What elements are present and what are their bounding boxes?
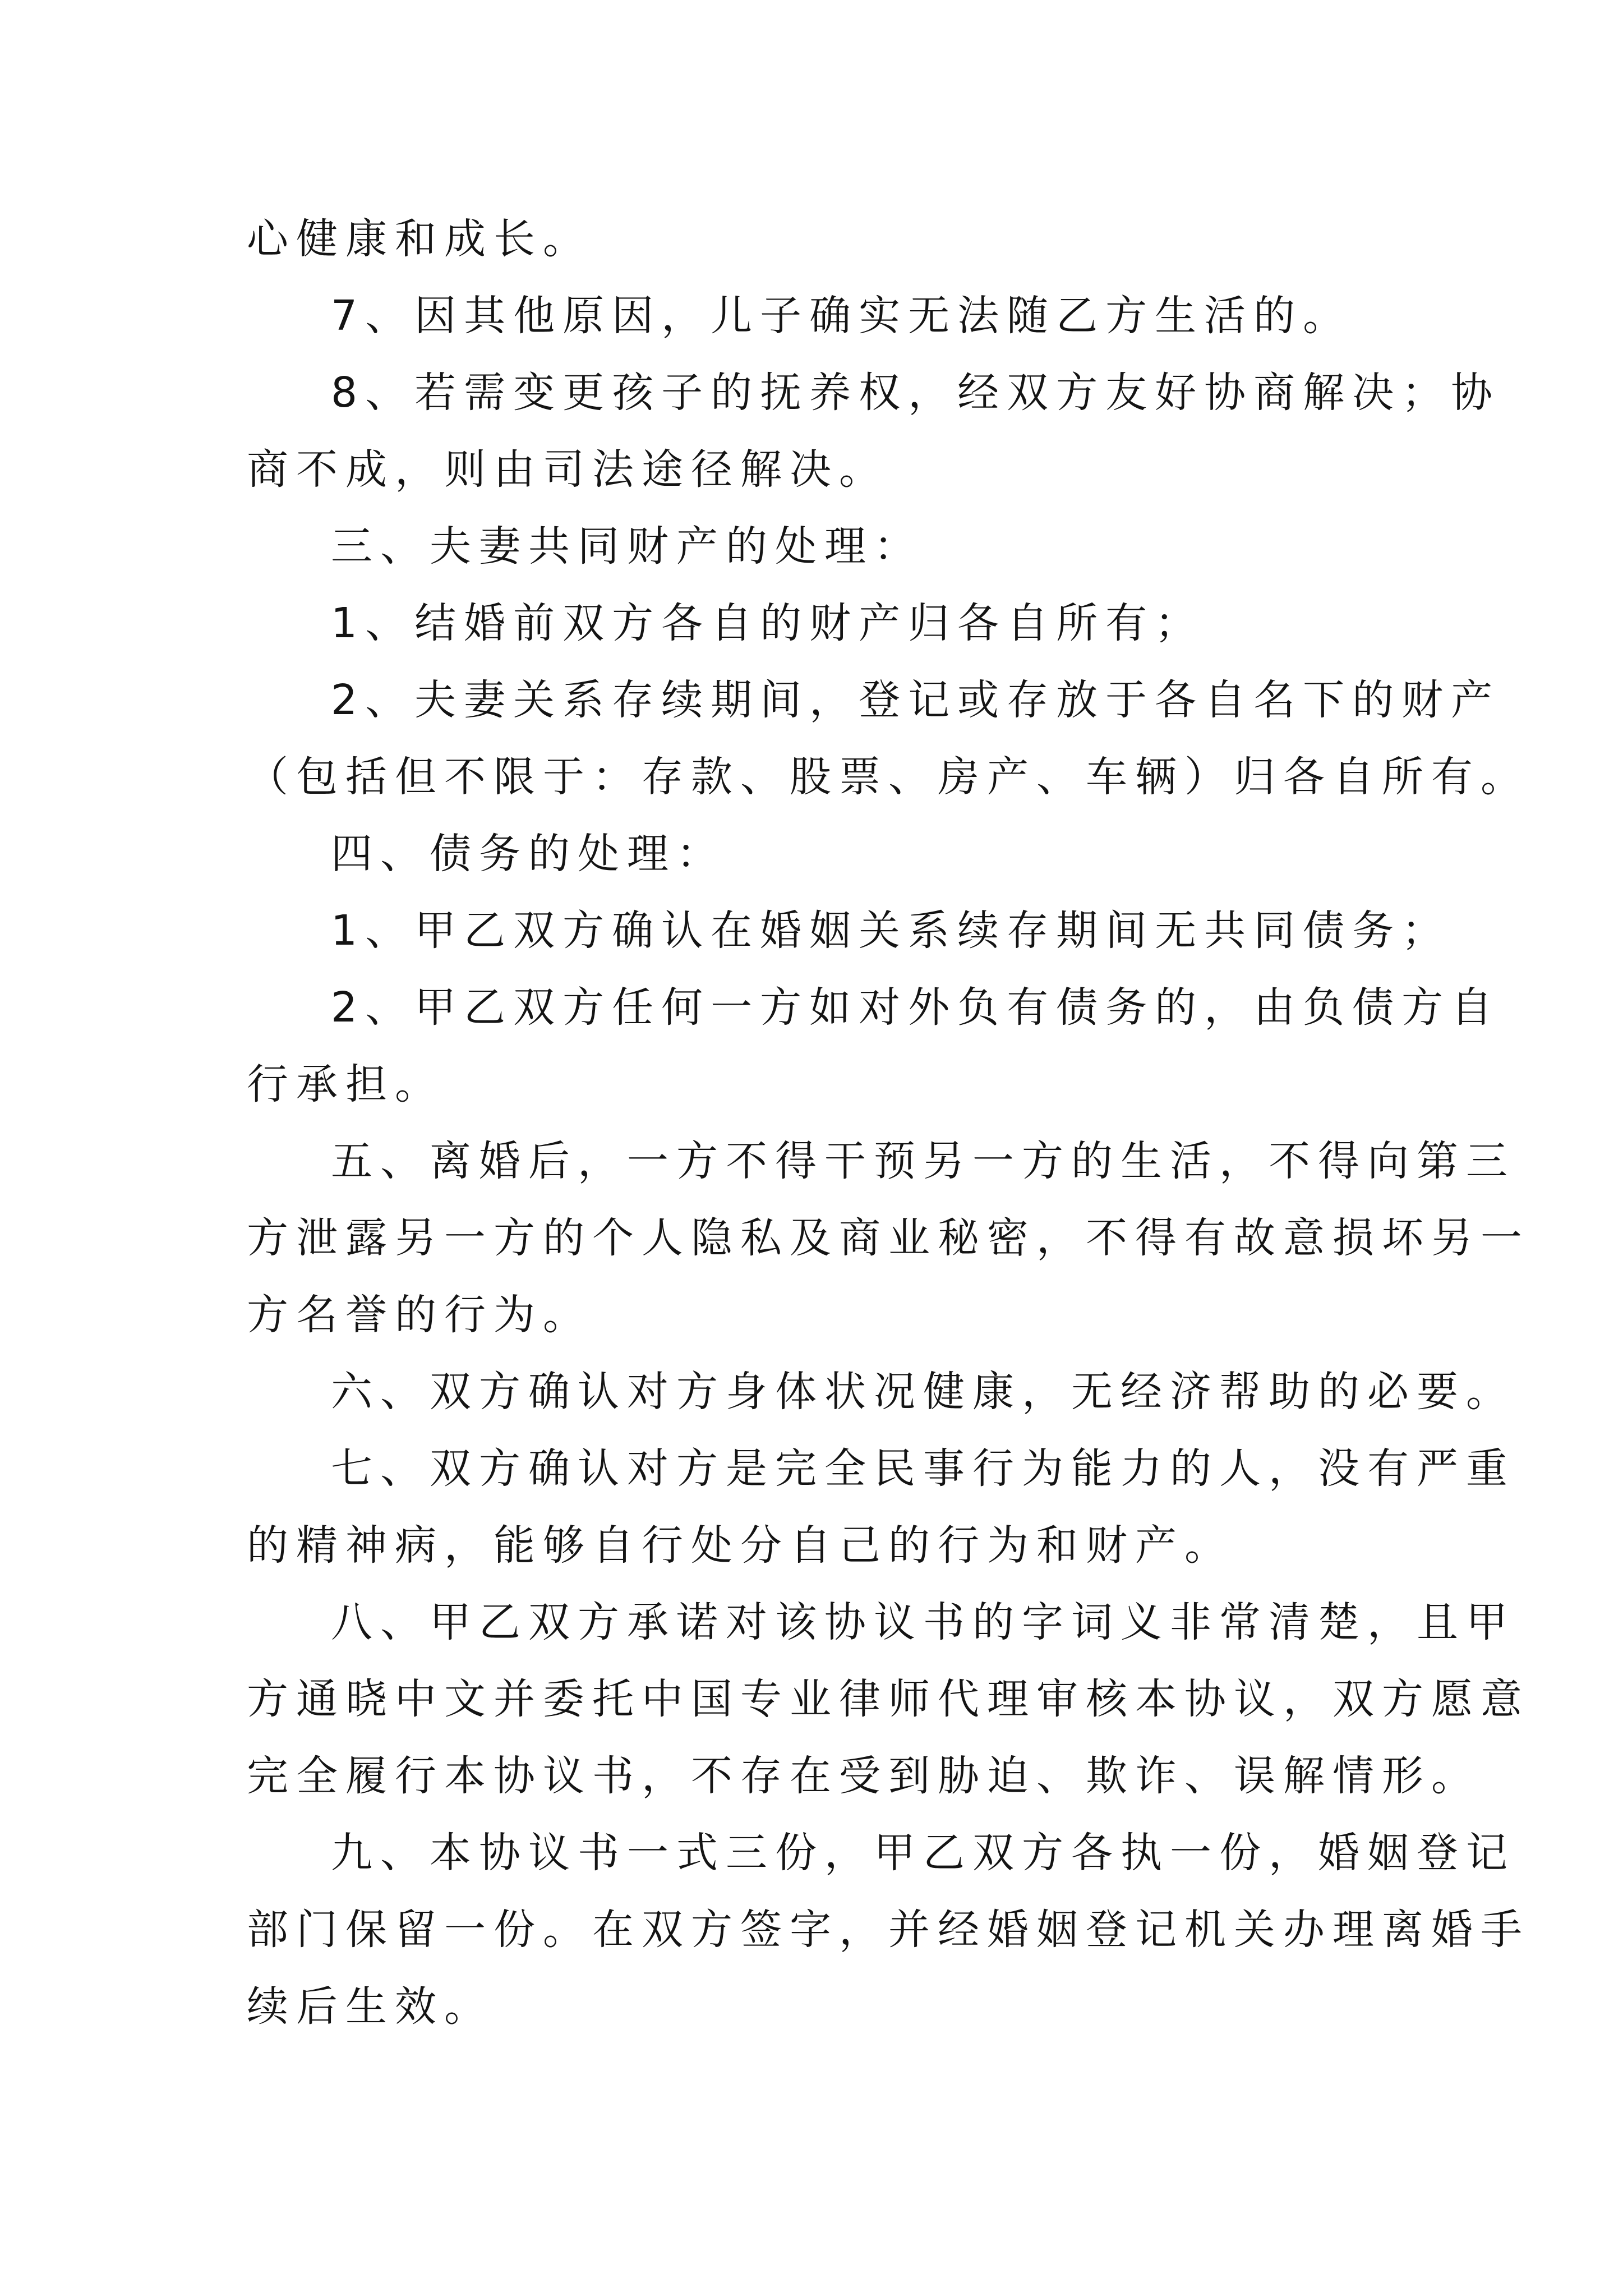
- text-line: 行承担。: [247, 1060, 444, 1108]
- text-line: 1、甲乙双方确认在婚姻关系续存期间无共同债务；: [331, 907, 1451, 955]
- text-line: 续后生效。: [247, 1982, 494, 2031]
- text-line: 方通晓中文并委托中国专业律师代理审核本协议，双方愿意: [247, 1675, 1530, 1723]
- section-heading: 六、双方确认对方身体状况健康，无经济帮助的必要。: [331, 1368, 1515, 1416]
- section-heading: 九、本协议书一式三份，甲乙双方各执一份，婚姻登记: [331, 1829, 1515, 1877]
- text-line: 部门保留一份。在双方签字，并经婚姻登记机关办理离婚手: [247, 1906, 1530, 1954]
- text-line: 2、甲乙双方任何一方如对外负有债务的，由负债方自: [331, 983, 1501, 1032]
- text-line: 7、因其他原因，儿子确实无法随乙方生活的。: [331, 292, 1353, 340]
- text-line: 1、结婚前双方各自的财产归各自所有；: [331, 599, 1205, 647]
- section-heading: 七、双方确认对方是完全民事行为能力的人，没有严重: [331, 1444, 1515, 1493]
- text-line: （包括但不限于：存款、股票、房产、车辆）归各自所有。: [247, 753, 1530, 801]
- text-line: 心健康和成长。: [247, 215, 592, 263]
- document-body: [247, 201, 1530, 2045]
- text-line: 2、夫妻关系存续期间，登记或存放于各自名下的财产: [331, 676, 1501, 724]
- section-heading: 五、离婚后，一方不得干预另一方的生活，不得向第三: [331, 1137, 1515, 1185]
- text-line: 方名誉的行为。: [247, 1291, 592, 1339]
- text-line: 8、若需变更孩子的抚养权，经双方友好协商解决；协: [331, 369, 1501, 417]
- text-line: 方泄露另一方的个人隐私及商业秘密，不得有故意损坏另一: [247, 1214, 1530, 1262]
- section-heading: 四、债务的处理：: [331, 830, 726, 878]
- text-line: 商不成，则由司法途径解决。: [247, 445, 888, 494]
- section-heading: 八、甲乙双方承诺对该协议书的字词义非常清楚，且甲: [331, 1598, 1515, 1646]
- text-line: 完全履行本协议书，不存在受到胁迫、欺诈、误解情形。: [247, 1752, 1481, 1800]
- text-line: 的精神病，能够自行处分自己的行为和财产。: [247, 1521, 1234, 1570]
- section-heading: 三、夫妻共同财产的处理：: [331, 522, 923, 570]
